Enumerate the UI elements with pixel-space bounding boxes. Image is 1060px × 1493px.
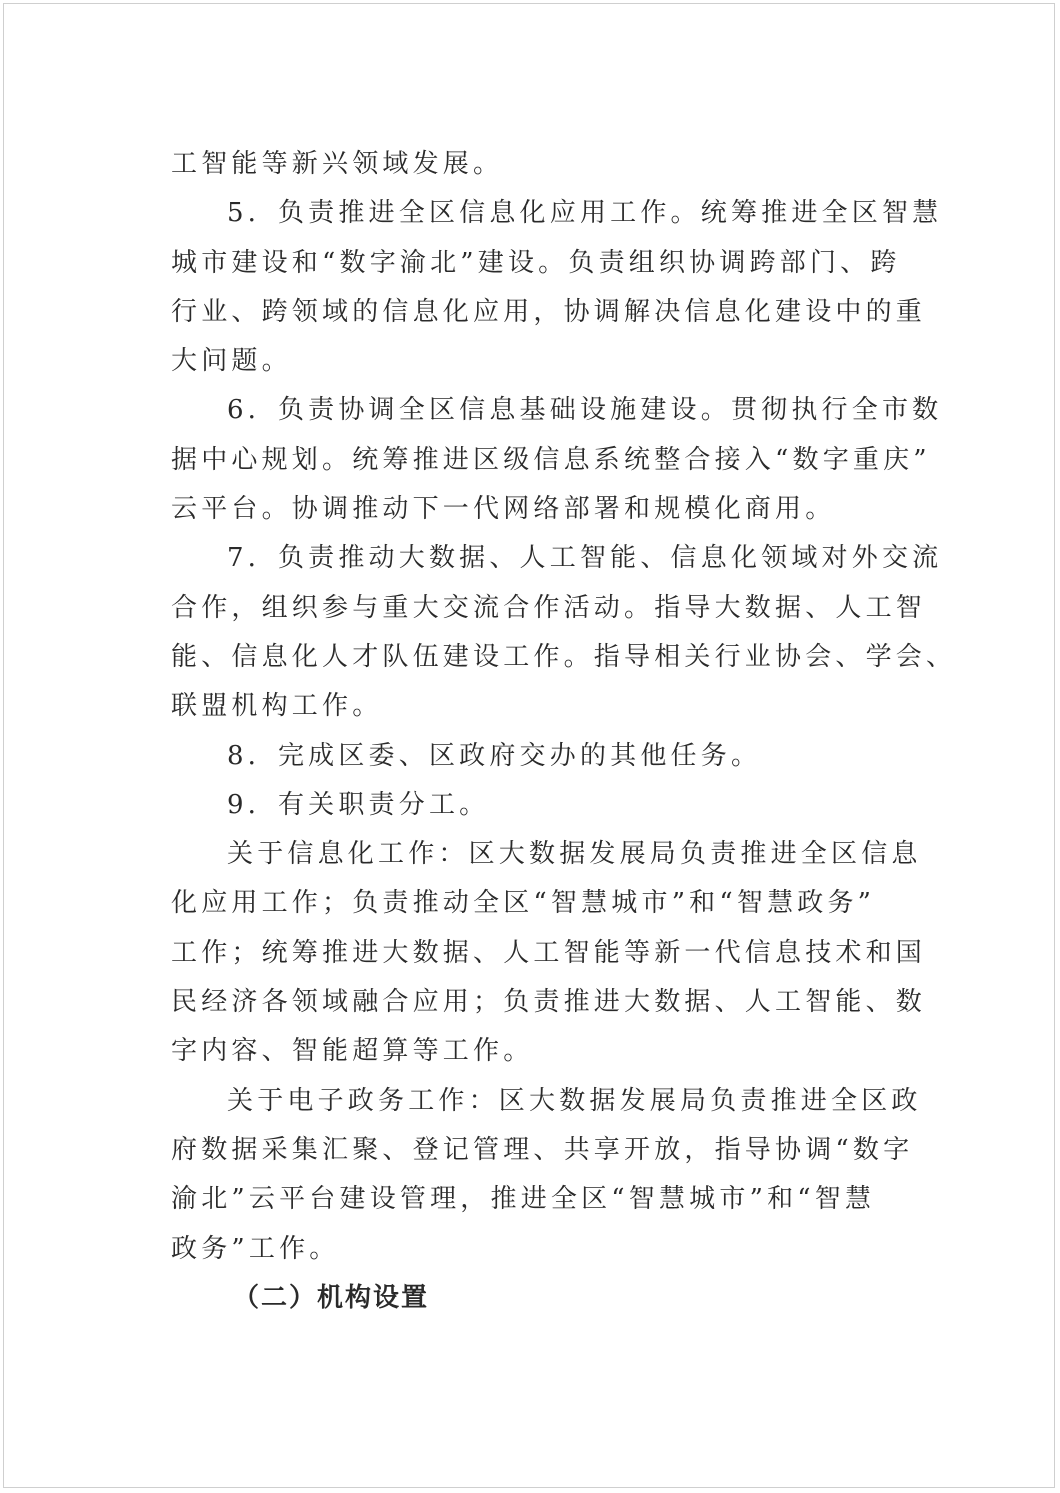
text-line: 工智能等新兴领域发展。	[171, 149, 504, 179]
text-line: 民经济各领域融合应用；负责推进大数据、人工智能、数	[171, 987, 927, 1018]
text-line: 政务”工作。	[171, 1233, 340, 1264]
item-5-line: 5．负责推进全区信息化应用工作。统筹推进全区智慧	[227, 198, 943, 229]
text-line: 城市建设和“数字渝北”建设。负责组织协调跨部门、跨	[171, 247, 901, 278]
document-body	[171, 140, 957, 1323]
e-government-paragraph-line: 关于电子政务工作：区大数据发展局负责推进全区政	[227, 1085, 922, 1116]
text-line: 行业、跨领域的信息化应用，协调解决信息化建设中的重	[171, 296, 927, 327]
section-heading: （二）机构设置	[233, 1282, 430, 1313]
text-line: 大问题。	[171, 346, 292, 377]
text-line: 府数据采集汇聚、登记管理、共享开放，指导协调“数字	[171, 1134, 914, 1165]
item-7-line: 7．负责推动大数据、人工智能、信息化领域对外交流	[227, 543, 943, 574]
text-line: 能、信息化人才队伍建设工作。指导相关行业协会、学会、	[171, 641, 957, 672]
item-6-line: 6．负责协调全区信息基础设施建设。贯彻执行全市数	[227, 395, 943, 426]
text-line: 化应用工作；负责推动全区“智慧城市”和“智慧政务”	[171, 888, 876, 919]
item-9-line: 9．有关职责分工。	[227, 789, 490, 820]
text-line: 合作，组织参与重大交流合作活动。指导大数据、人工智	[171, 592, 927, 623]
text-line: 字内容、智能超算等工作。	[171, 1036, 534, 1067]
text-line: 渝北”云平台建设管理，推进全区“智慧城市”和“智慧	[171, 1184, 876, 1215]
item-8-line: 8．完成区委、区政府交办的其他任务。	[227, 740, 762, 771]
text-line: 联盟机构工作。	[171, 691, 383, 722]
page-frame	[3, 3, 1055, 1488]
informatization-paragraph-line: 关于信息化工作：区大数据发展局负责推进全区信息	[227, 839, 922, 870]
text-line: 工作；统筹推进大数据、人工智能等新一代信息技术和国	[171, 937, 927, 968]
text-line: 据中心规划。统筹推进区级信息系统整合接入“数字重庆”	[171, 444, 931, 475]
text-line: 云平台。协调推动下一代网络部署和规模化商用。	[171, 494, 836, 525]
